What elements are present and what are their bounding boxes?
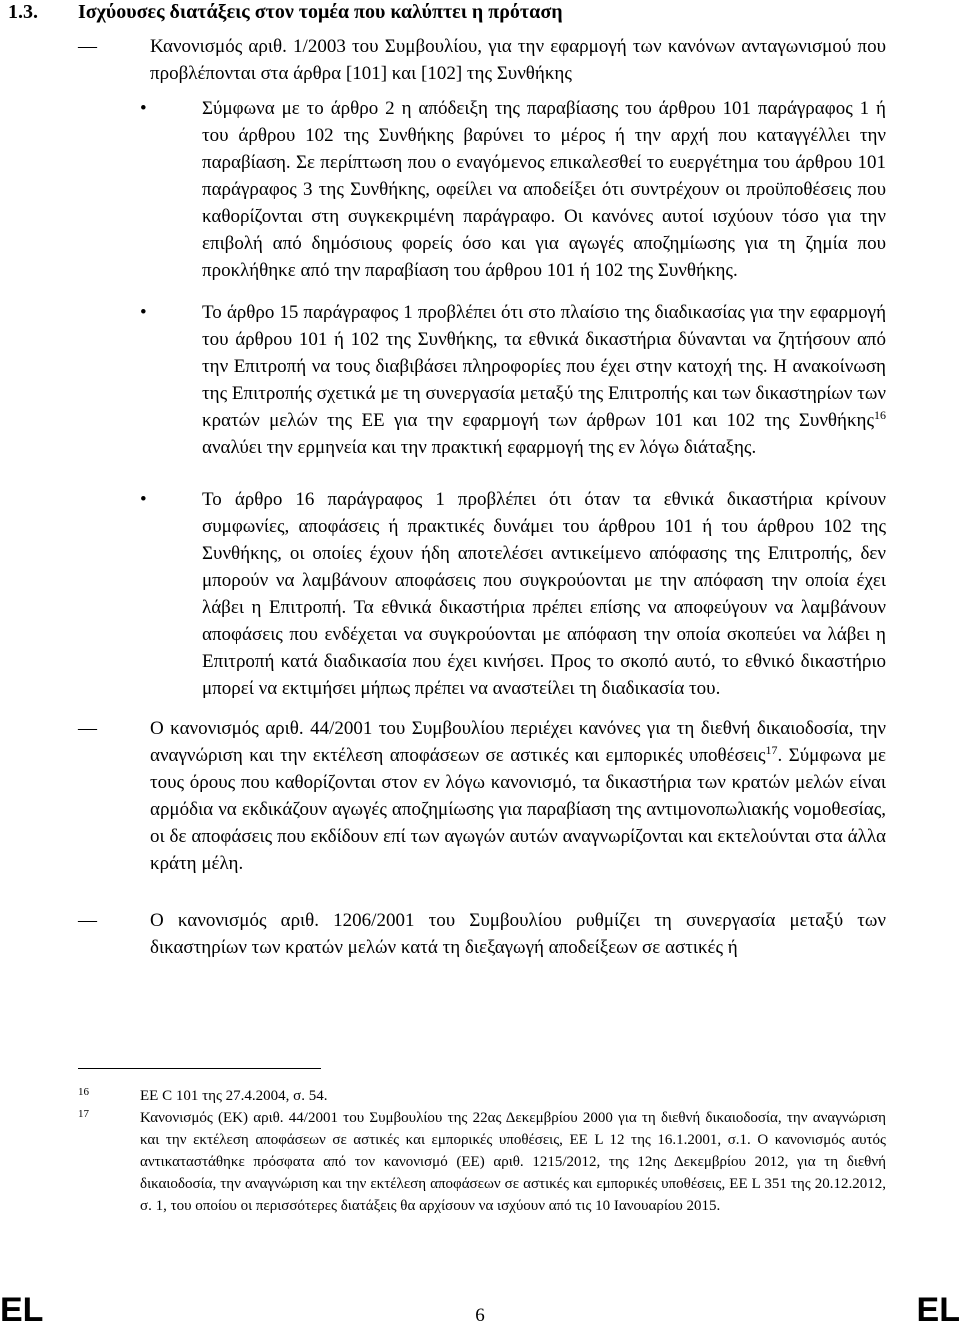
list-item-regulation-44-2001 xyxy=(78,715,886,877)
list-item-article-16 xyxy=(140,486,886,702)
paragraph-text: Ο κανονισμός αριθ. 1206/2001 του Συμβουλίου ρυθμίζει τη συνεργασία μεταξύ των δικαστηρίων των κρατών μελών κατά τη διεξαγωγή αποδείξεων σε αστικές ή xyxy=(150,910,886,958)
paragraph-text: Σύμφωνα με το άρθρο 2 η απόδειξη της παραβίασης του άρθρου 101 παράγραφος 1 ή του άρθρου 102 της Συνθήκης βαρύνει το μέρος ή την αρχή που καταγγέλλει την παραβίαση. Σε περίπτωση που ο εναγόμενος επικαλεσθεί το ευεργέτημα του άρθρου 101 παράγραφος 3 της Συνθήκης, οφείλει να αποδείξει ότι συντρέχουν οι προϋποθέσεις που καθορίζονται στη συγκεκριμένη παράγραφο. Οι κανόνες αυτοί ισχύουν τόσο για την επιβολή από δημόσιους φορείς όσο και για αγωγές αποζημίωσης για τη ζημία που προκλήθηκε από την παραβίαση του άρθρου 101 ή 102 της Συνθήκης. xyxy=(202,98,886,281)
dash-marker: — xyxy=(78,36,97,57)
list-item-article-2 xyxy=(140,95,886,284)
paragraph-text: Το άρθρο 16 παράγραφος 1 προβλέπει ότι όταν τα εθνικά δικαστήρια κρίνουν συμφωνίες, αποφάσεις ή πρακτικές δυνάμει του άρθρου 101 ή του άρθρου 102 της Συνθήκης, οι οποίες έχουν ήδη αποτελέσει αντικείμενο απόφασης της Επιτροπής, δεν μπορούν να λαμβάνουν αποφάσεις που συγκρούονται με την απόφαση την οποία έχει λάβει η Επιτροπή. Τα εθνικά δικαστήρια πρέπει επίσης να αποφεύγουν να λαμβάνουν αποφάσεις που ενδέχεται να συγκρούονται με απόφαση την οποία σκοπεύει να λάβει η Επιτροπή κατά διαδικασία που έχει κινήσει. Προς το σκοπό αυτό, το εθνικό δικαστήριο μπορεί να εκτιμήσει μήπως πρέπει να αναστείλει τη διαδικασία του. xyxy=(202,489,886,699)
section-heading xyxy=(0,0,563,24)
section-title: Ισχύουσες διατάξεις στον τομέα που καλύπτει η πρόταση xyxy=(78,1,563,23)
footnote-separator xyxy=(78,1068,321,1069)
footnote-ref-17[interactable]: 17 xyxy=(765,743,778,757)
dash-marker: — xyxy=(78,910,97,931)
paragraph-text: Ο κανονισμός αριθ. 44/2001 του Συμβουλίου περιέχει κανόνες για τη διεθνή δικαιοδοσία, την αναγνώριση και την εκτέλεση αποφάσεων σε αστικές και εμπορικές υποθέσεις$^{17}$. Σύμφωνα με τους όρους που καθορίζονται στον εν λόγω κανονισμό, τα δικαστήρια των κρατών μελών είναι αρμόδια να εκδικάζουν αγωγές αποζημίωσης για παραβίαση της αντιμονοπωλιακής νομοθεσίας, οι δε αποφάσεις που εκδίδουν επί των αγωγών αυτών αναγνωρίζονται και εκτελούνται στα άλλα κράτη μέλη. xyxy=(150,718,886,874)
bullet-marker: • xyxy=(140,98,147,119)
footer-language-left: EL xyxy=(0,1291,44,1329)
footnote-ref-16[interactable]: 16 xyxy=(874,408,886,422)
footnote-16 xyxy=(78,1085,886,1107)
footnote-text: Κανονισμός (ΕΚ) αριθ. 44/2001 του Συμβουλίου της 22ας Δεκεμβρίου 2000 για τη διεθνή δικαιοδοσία, την αναγνώριση και την εκτέλεση αποφάσεων σε αστικές και εμπορικές υποθέσεις, ΕΕ L 12 της 16.1.2001, σ.1. Ο κανονισμός αυτός αντικαταστάθηκε πρόσφατα από τον κανονισμό (ΕΕ) αριθ. 1215/2012, της 12ης Δεκεμβρίου 2012, για τη διεθνή δικαιοδοσία, την αναγνώριση και την εκτέλεση αποφάσεων σε αστικές και εμπορικές υποθέσεις, ΕΕ L 351 της 20.12.2012, σ. 1, του οποίου οι περισσότερες διατάξεις θα αρχίσουν να ισχύουν από τις 10 Ιανουαρίου 2015. xyxy=(140,1110,886,1214)
footer-language-right: EL xyxy=(916,1291,960,1329)
list-item-regulation-1206-2001 xyxy=(78,907,886,961)
paragraph-text: Κανονισμός αριθ. 1/2003 του Συμβουλίου, για την εφαρμογή των κανόνων ανταγωνισμού που προβλέπονται στα άρθρα [101] και [102] της Συνθήκης xyxy=(150,36,886,84)
dash-marker: — xyxy=(78,718,97,739)
footnote-17 xyxy=(78,1107,886,1217)
footnote-text: ΕΕ C 101 της 27.4.2004, σ. 54. xyxy=(140,1088,328,1104)
list-item-regulation-1-2003 xyxy=(78,33,886,87)
bullet-marker: • xyxy=(140,302,147,323)
paragraph-text: Το άρθρο 15 παράγραφος 1 προβλέπει ότι στο πλαίσιο της διαδικασίας για την εφαρμογή του άρθρου 101 ή 102 της Συνθήκης, τα εθνικά δικαστήρια δύνανται να ζητήσουν από την Επιτροπή να τους διαβιβάσει πληροφορίες που έχει στην κατοχή της. Η ανακοίνωση της Επιτροπής σχετικά με τη συνεργασία μεταξύ της Επιτροπής και των δικαστηρίων των κρατών μελών της ΕΕ για την εφαρμογή των άρθρων 101 και 102 της Συνθήκης$^{16}$ αναλύει την ερμηνεία και την πρακτική εφαρμογή της εν λόγω διάταξης. xyxy=(202,302,886,458)
bullet-marker: • xyxy=(140,489,147,510)
section-number: 1.3. xyxy=(8,1,38,23)
footnote-number: 17 xyxy=(78,1108,89,1120)
page-number: 6 xyxy=(475,1305,485,1326)
footnote-number: 16 xyxy=(78,1086,89,1098)
list-item-article-15 xyxy=(140,299,886,461)
